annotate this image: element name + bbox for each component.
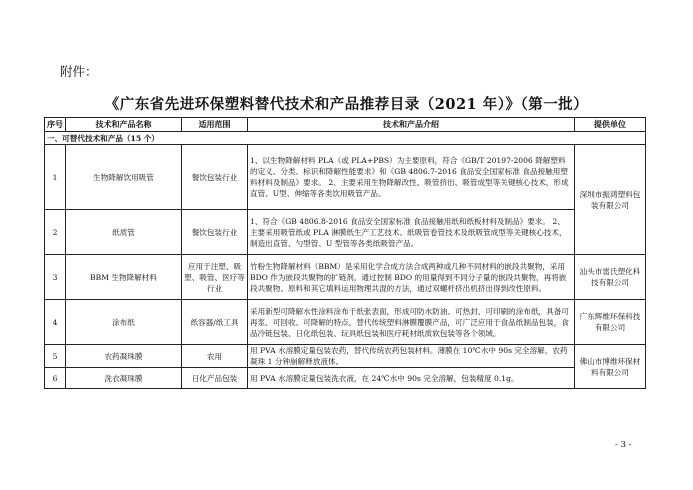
row-no: 5 <box>45 345 66 368</box>
row-desc: 用 PVA 水溶膜定量包装洗衣液，在 24℃水中 90s 完全溶解，包装精度 0.1g。 <box>248 368 575 389</box>
row-name: BBM 生物降解材料 <box>66 255 182 300</box>
row-desc: 用 PVA 水溶膜定量包装农药，替代传统农药包装材料。薄膜在 10℃水中 90s 完全溶解，农药凝珠 1 分钟崩解释放液体。 <box>248 345 575 368</box>
row-no: 2 <box>45 210 66 255</box>
header-name: 技术和产品名称 <box>66 118 182 132</box>
header-supplier: 提供单位 <box>575 118 646 132</box>
row-scope: 农用 <box>182 345 248 368</box>
table-row <box>45 368 646 389</box>
recommendation-table <box>44 117 646 389</box>
page-number: - 3 - <box>615 440 632 450</box>
category-row <box>45 132 646 145</box>
table-row <box>45 345 646 368</box>
row-scope: 餐饮包装行业 <box>182 210 248 255</box>
row-scope: 应用于注塑、吸塑、吸管、医疗等行业 <box>182 255 248 300</box>
row-name: 生物降解饮用吸管 <box>66 145 182 210</box>
row-name: 纸质管 <box>66 210 182 255</box>
row-scope: 餐饮包装行业 <box>182 145 248 210</box>
row-no: 3 <box>45 255 66 300</box>
header-no: 序号 <box>45 118 66 132</box>
table-row <box>45 145 646 210</box>
row-supplier: 广东辉维环保科技有限公司 <box>575 300 646 345</box>
row-scope: 日化产品包装 <box>182 368 248 389</box>
row-desc: 1、以生物降解材料 PLA（或 PLA+PBS）为主要原料，符合《GB/T 20197-2006 降解塑料的定义、分类、标识和降解性能要求》和《GB 4806.7-2016 食品安全国家标准 食品接触用塑料材料及制品》要求。 2、主要采用生物降解改性、吸管挤出、吸管成型等关键核心技术，形成直管、U型、伸缩等各类饮用吸管产品。 <box>248 145 575 210</box>
row-no: 1 <box>45 145 66 210</box>
row-supplier: 深圳市振鸿塑料包装有限公司 <box>575 145 646 255</box>
table-row <box>45 210 646 255</box>
row-supplier: 佛山市博维环保材料有限公司 <box>575 345 646 389</box>
header-desc: 技术和产品介绍 <box>248 118 575 132</box>
table-header-row <box>45 118 646 132</box>
table-row <box>45 255 646 300</box>
table-row <box>45 300 646 345</box>
row-scope: 纸容器/纸工具 <box>182 300 248 345</box>
row-no: 4 <box>45 300 66 345</box>
attachment-label: 附件： <box>60 64 98 79</box>
category-label: 一、可替代技术和产品（15 个） <box>45 132 646 145</box>
document-title: 《广东省先进环保塑料替代技术和产品推荐目录（2021 年）》（第一批） <box>104 96 589 113</box>
row-desc: 竹粉生物降解材料（BBM）是采用化学合成方法合成两种或几种不同材料的嵌段共聚物，采用 BDO 作为嵌段共聚物的扩链剂，通过控制 BDO 的用量得到不同分子量的嵌段共聚物，再将嵌段共聚物、原料和其它填料运用物理共混的方法，通过双螺杆挤出机挤出得到改性原料。 <box>248 255 575 300</box>
row-supplier: 汕头市雷氏塑化科技有限公司 <box>575 255 646 300</box>
header-scope: 适用范围 <box>182 118 248 132</box>
row-name: 农药凝珠膜 <box>66 345 182 368</box>
row-name: 涂布纸 <box>66 300 182 345</box>
row-name: 洗衣凝珠膜 <box>66 368 182 389</box>
row-desc: 采用新型可降解水性涂料涂布于纸张表面，形成可防水防油、可热封、可印刷的涂布纸，具备可再浆、可回收、可降解的特点，替代传统塑料淋膜覆膜产品，可广泛应用于食品纸制品包装，食品冷链包装、日化纸包装、玩具纸包装和医疗耗材纸质软包装等各个领域。 <box>248 300 575 345</box>
row-no: 6 <box>45 368 66 389</box>
row-desc: 1、符合《GB 4806.8-2016 食品安全国家标准 食品接触用纸和纸板材料及制品》要求。 2、主要采用吸管纸或 PLA 淋膜纸生产工艺技术、纸吸管卷管技术及纸吸管成型等关键核心技术，制造出直管、勺型管、U 型管等各类纸吸管产品。 <box>248 210 575 255</box>
